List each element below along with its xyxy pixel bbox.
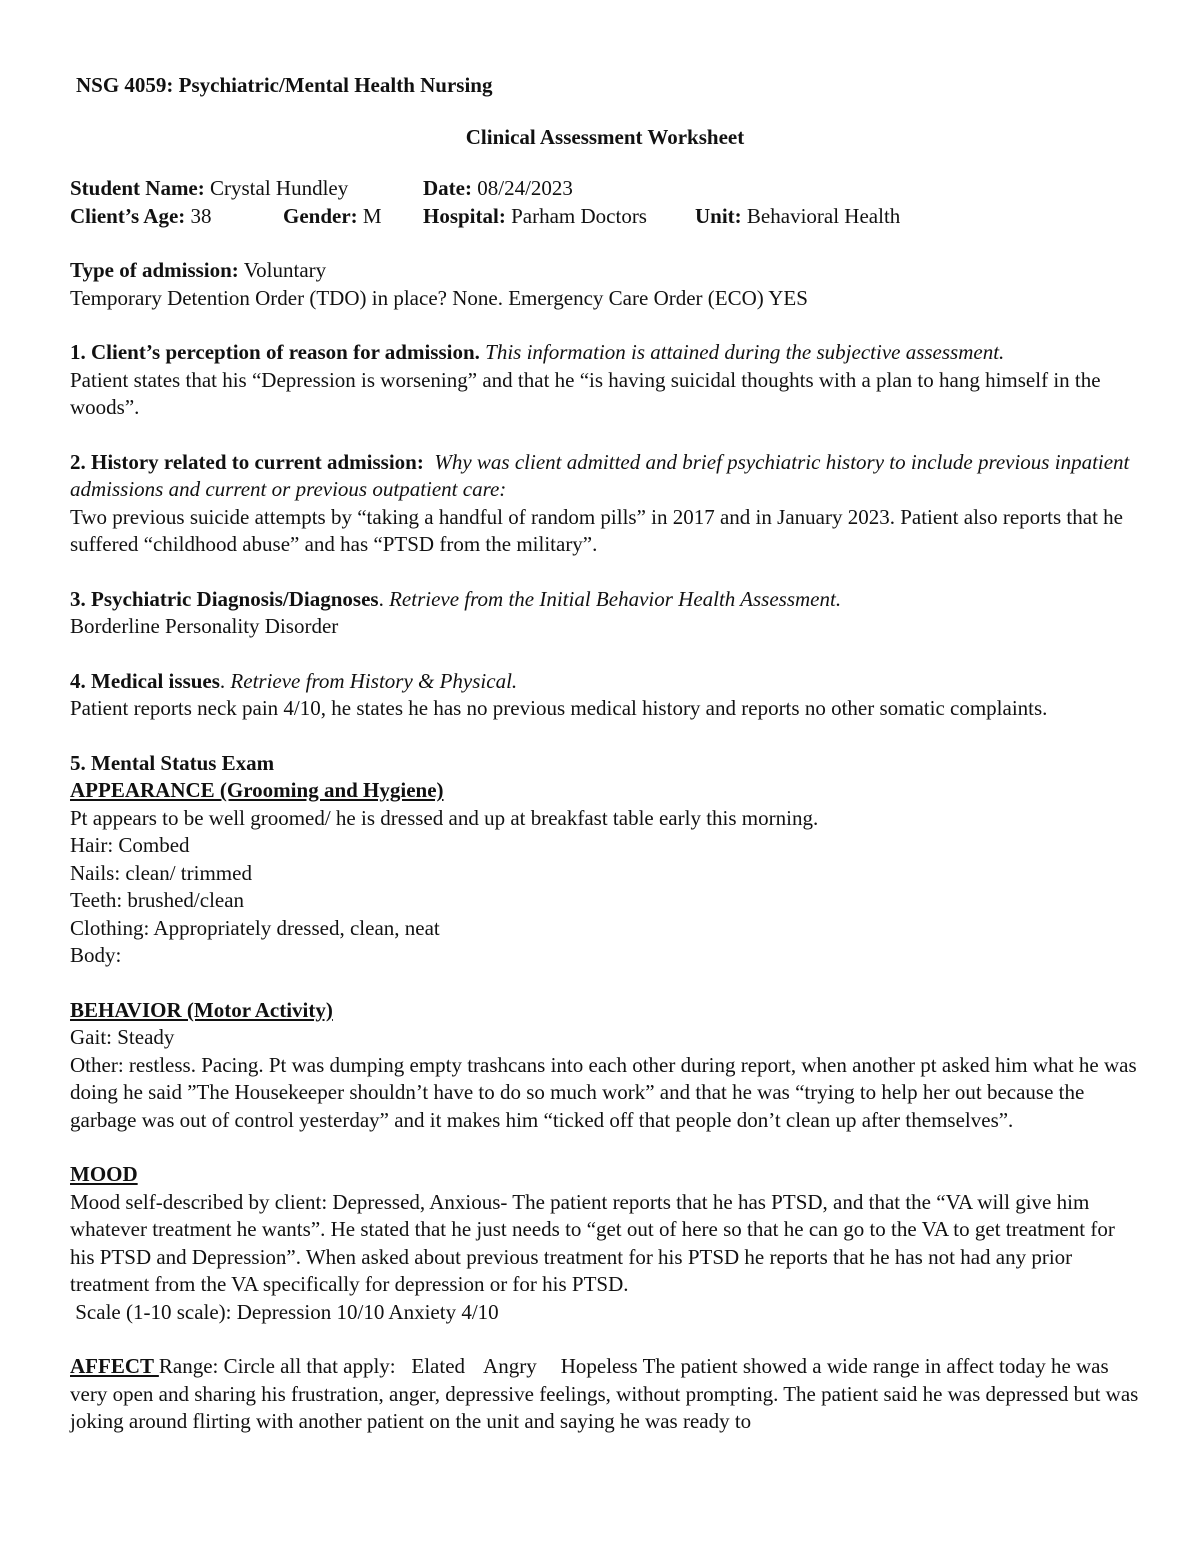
gender-field bbox=[283, 203, 423, 231]
behavior-heading: BEHAVIOR (Motor Activity) bbox=[70, 997, 333, 1022]
section-3-instruction: Retrieve from the Initial Behavior Health Assessment. bbox=[389, 586, 842, 611]
section-4-body: Patient reports neck pain 4/10, he states he has no previous medical history and reports no other somatic complaints. bbox=[70, 696, 1048, 720]
section-3: 3. Psychiatric Diagnosis/Diagnoses. Retrieve from the Initial Behavior Health Assessment. Borderline Personality Disorder bbox=[70, 586, 1140, 641]
section-1-body: Patient states that his “Depression is worsening” and that he “is having suicidal thoughts with a plan to hang himself in the woods”. bbox=[70, 367, 1101, 419]
section-3-title: 3. Psychiatric Diagnosis/Diagnoses bbox=[70, 586, 379, 611]
section-4-title: 4. Medical issues bbox=[70, 668, 220, 693]
affect-heading: AFFECT bbox=[70, 1354, 159, 1378]
section-1-instruction: This information is attained during the subjective assessment. bbox=[485, 340, 1005, 364]
appearance-heading: APPEARANCE (Grooming and Hygiene) bbox=[70, 778, 444, 802]
admission-type-line bbox=[70, 257, 1140, 285]
hospital-value: Parham Doctors bbox=[511, 203, 647, 228]
affect-option-angry[interactable]: Angry bbox=[483, 1354, 537, 1378]
spacer bbox=[70, 230, 1140, 257]
appearance-line: Teeth: brushed/clean bbox=[70, 888, 245, 912]
affect-block bbox=[70, 1353, 1140, 1436]
worksheet-title: Clinical Assessment Worksheet bbox=[465, 124, 745, 149]
client-age-label: Client’s Age: bbox=[70, 203, 186, 228]
section-5 bbox=[70, 750, 1140, 1436]
section-2 bbox=[70, 449, 1140, 559]
student-name-label: Student Name: bbox=[70, 176, 205, 200]
behavior-other: Other: restless. Pacing. Pt was dumping empty trashcans into each other during report, when another pt asked him what he was doing he said ”The Housekeeper shouldn’t have to do so much work” and that he was “trying to help her out because the garbage was out of control yesterday” and it makes him “ticked off that people don’t clean up after themselves”. bbox=[70, 1052, 1137, 1132]
section-4-instruction: Retrieve from History & Physical. bbox=[230, 668, 518, 693]
worksheet-page bbox=[70, 72, 1140, 1436]
date-label: Date: bbox=[423, 176, 472, 200]
admission-block bbox=[70, 257, 1140, 312]
unit-value: Behavioral Health bbox=[746, 203, 901, 228]
behavior-gait: Gait: Steady bbox=[70, 1025, 175, 1049]
tdo-line: Temporary Detention Order (TDO) in place? None. Emergency Care Order (ECO) YES bbox=[70, 285, 808, 310]
appearance-line: Nails: clean/ trimmed bbox=[70, 860, 252, 885]
section-2-body: Two previous suicide attempts by “taking a handful of random pills” in 2017 and in January 2023. Patient also reports that he suffered “childhood abuse” and has “PTSD from the military”. bbox=[70, 504, 1123, 556]
student-name-field bbox=[70, 175, 423, 203]
header-row-1 bbox=[70, 175, 1140, 203]
affect-option-hopeless[interactable]: Hopeless bbox=[560, 1354, 638, 1378]
section-5-title: 5. Mental Status Exam bbox=[70, 750, 275, 775]
header-row-2 bbox=[70, 203, 1140, 231]
section-1 bbox=[70, 339, 1140, 422]
appearance-line: Pt appears to be well groomed/ he is dressed and up at breakfast table early this morning. bbox=[70, 805, 819, 830]
unit-label: Unit: bbox=[695, 203, 742, 228]
affect-option-elated[interactable]: Elated bbox=[411, 1354, 466, 1378]
gender-value: M bbox=[362, 203, 382, 228]
section-1-title: 1. Client’s perception of reason for admission. bbox=[70, 340, 480, 364]
affect-body: The patient showed a wide range in affect today he was very open and sharing his frustration, anger, depressive feelings, without prompting. The patient said he was depressed but was joking around flirting with another patient on the unit and saying he was ready to bbox=[70, 1354, 1139, 1433]
hospital-label: Hospital: bbox=[423, 203, 506, 228]
affect-range-text: Range: Circle all that apply: bbox=[158, 1354, 407, 1378]
behavior-block bbox=[70, 997, 1140, 1135]
date-value: 08/24/2023 bbox=[477, 176, 573, 200]
appearance-line: Clothing: Appropriately dressed, clean, neat bbox=[70, 915, 440, 940]
appearance-line: Hair: Combed bbox=[70, 833, 190, 857]
mood-scale: Scale (1-10 scale): Depression 10/10 Anxiety 4/10 bbox=[70, 1299, 499, 1324]
unit-field bbox=[695, 203, 900, 231]
client-age-field bbox=[70, 203, 283, 231]
section-2-title: 2. History related to current admission: bbox=[70, 449, 424, 474]
gender-label: Gender: bbox=[283, 203, 358, 228]
mood-block bbox=[70, 1161, 1140, 1326]
student-name-value: Crystal Hundley bbox=[210, 176, 349, 200]
appearance-block bbox=[70, 777, 1140, 970]
section-3-body: Borderline Personality Disorder bbox=[70, 614, 339, 638]
mood-body: Mood self-described by client: Depressed, Anxious- The patient reports that he has PTSD, and that the “VA will give him whatever treatment he wants”. He stated that he just needs to “get out of here so that he can go to the VA to get treatment for his PTSD and Depression”. When asked about previous treatment for his PTSD he reports that he has not had any prior treatment from the VA specifically for depression or for his PTSD. bbox=[70, 1189, 1115, 1296]
client-age-value: 38 bbox=[190, 203, 212, 228]
date-field bbox=[423, 175, 573, 203]
admission-type-label: Type of admission: bbox=[70, 258, 239, 282]
section-2-instruction: Why was client admitted and brief psychiatric history to include previous inpatient admissions and current or previous outpatient care: bbox=[70, 449, 1130, 501]
hospital-field bbox=[423, 203, 695, 231]
admission-type-value: Voluntary bbox=[243, 258, 327, 282]
mood-heading: MOOD bbox=[70, 1162, 138, 1186]
appearance-line: Body: bbox=[70, 943, 122, 967]
course-title: NSG 4059: Psychiatric/Mental Health Nursing bbox=[76, 73, 493, 97]
section-4: 4. Medical issues. Retrieve from History & Physical. Patient reports neck pain 4/10, he states he has no previous medical history and reports no other somatic complaints. bbox=[70, 668, 1140, 723]
